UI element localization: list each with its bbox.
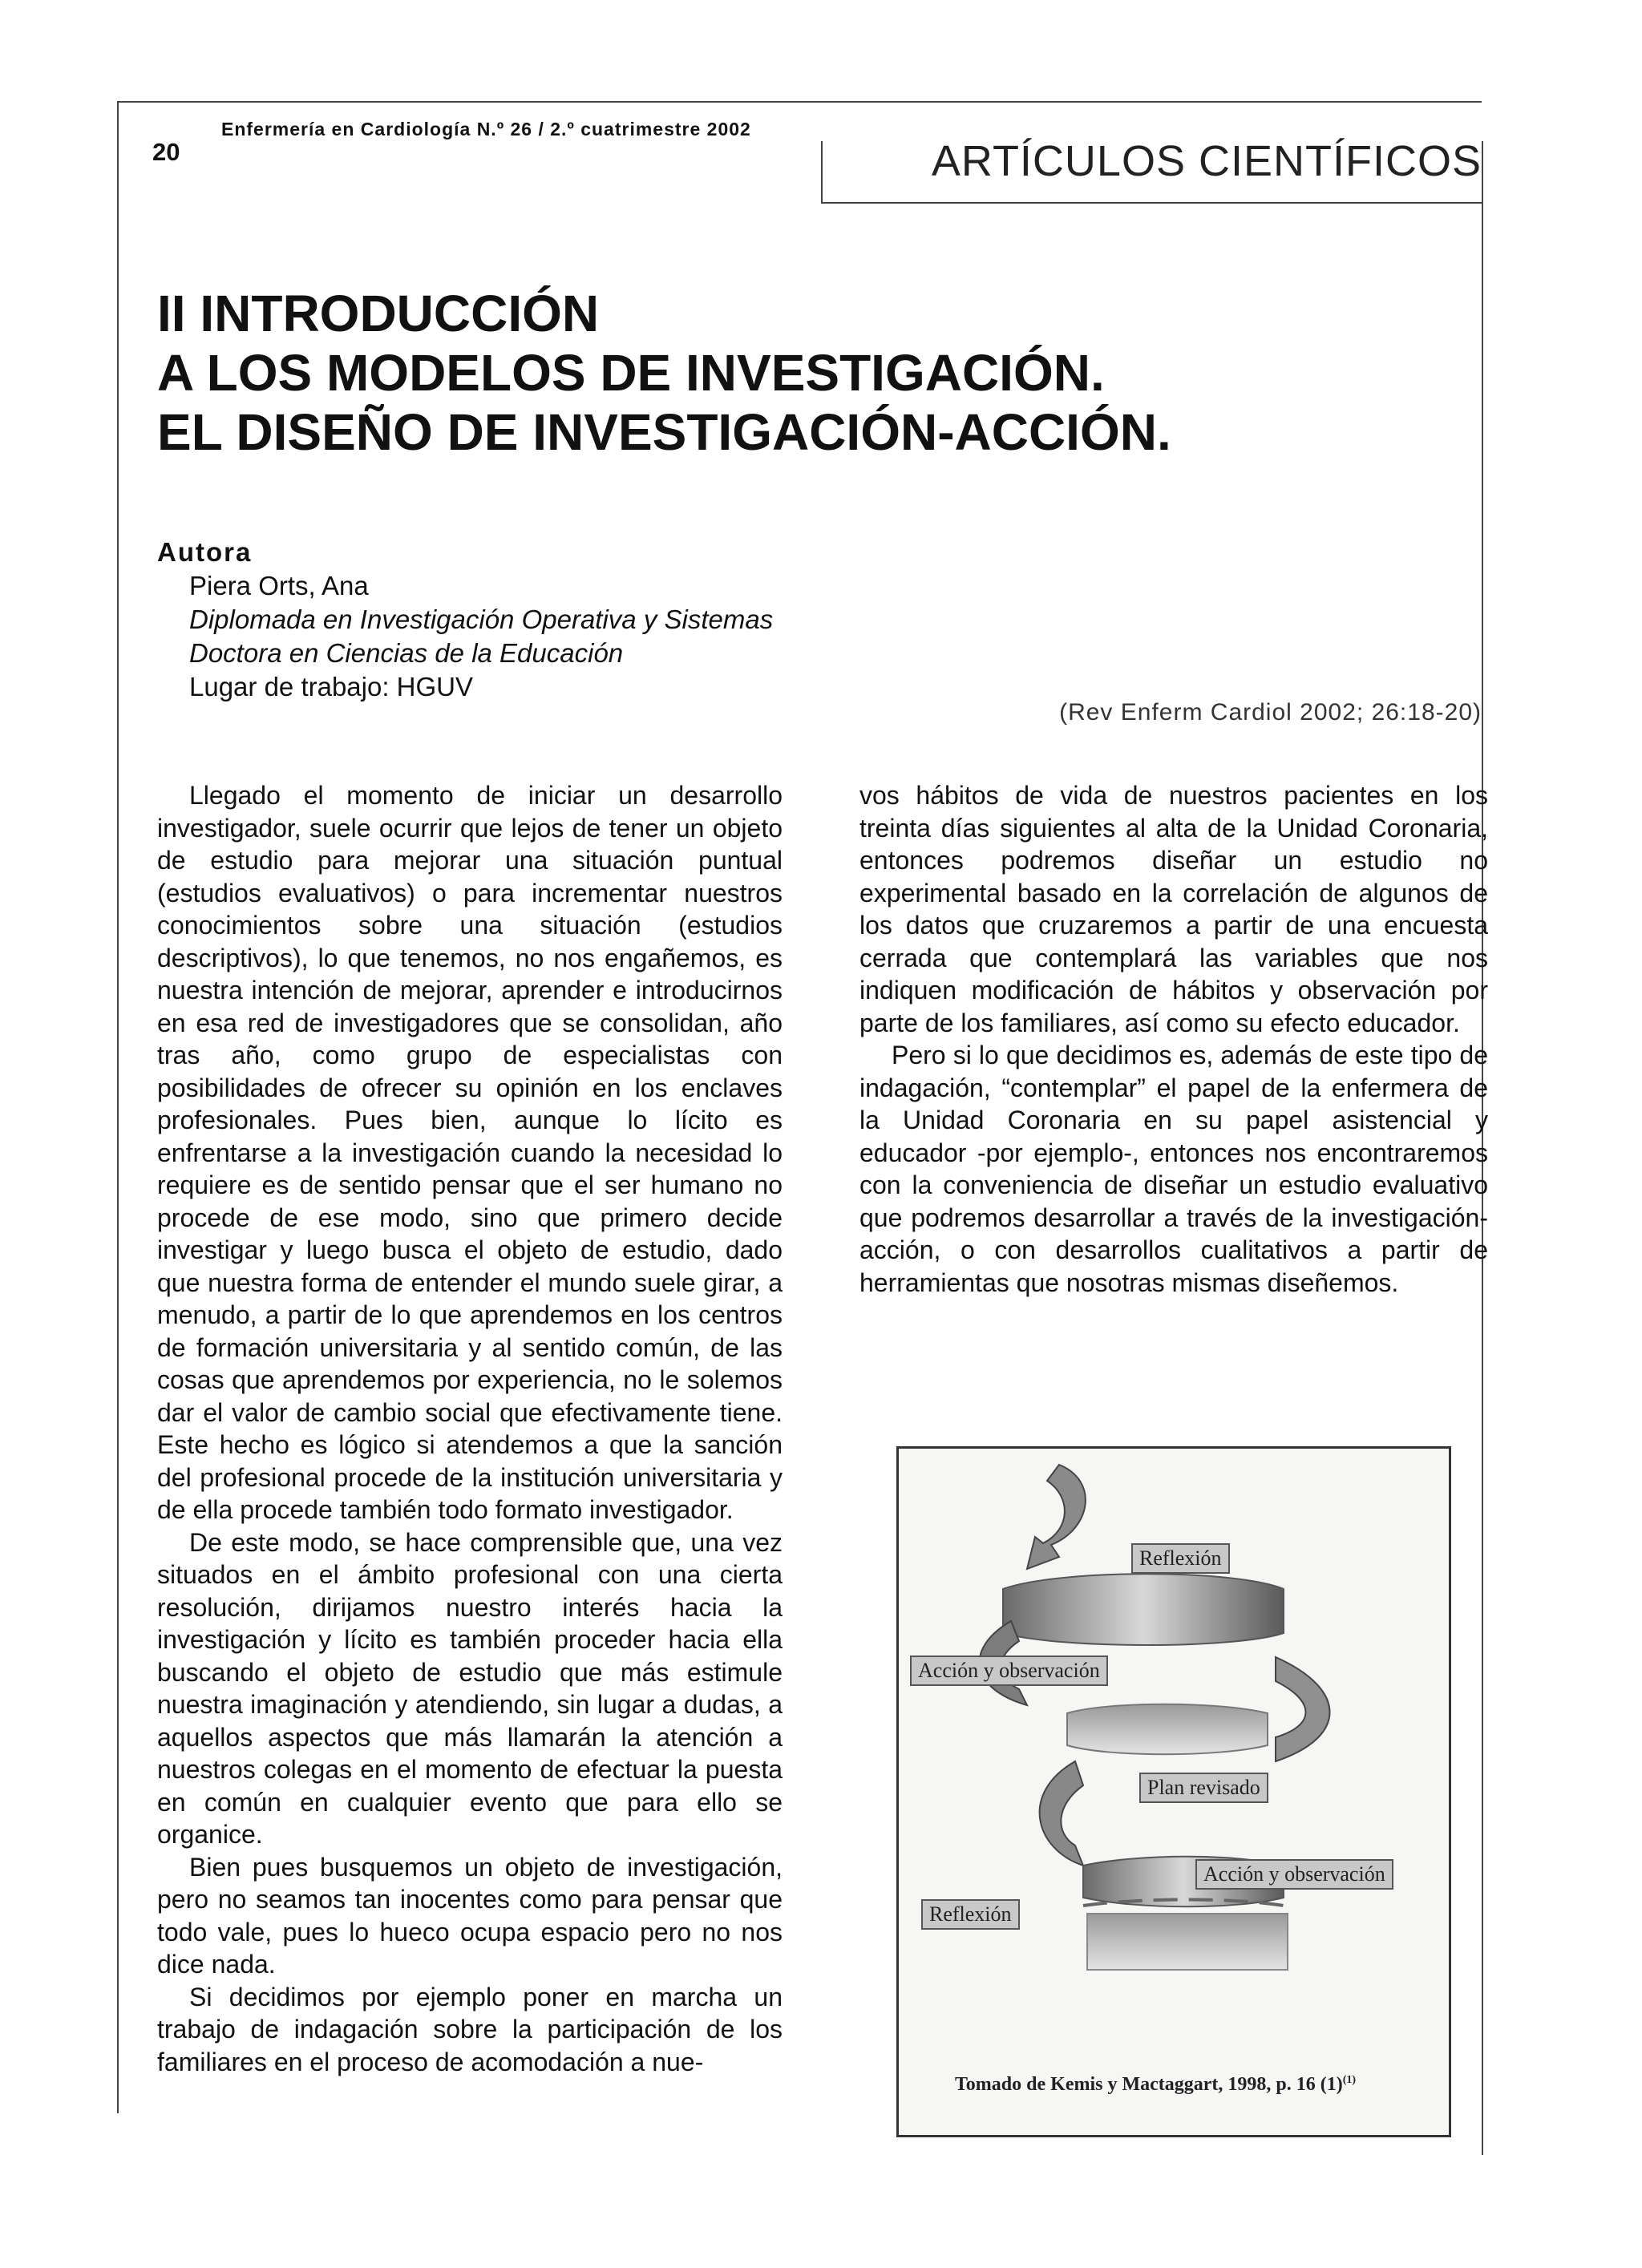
action-research-spiral-figure (896, 1446, 1451, 2137)
author-label: Autora (157, 537, 253, 567)
figure-caption-ref: (1) (1342, 2074, 1357, 2086)
label-reflexion-top: Reflexión (1131, 1543, 1230, 1574)
figure-caption (955, 2074, 1356, 2096)
author-workplace: Lugar de trabajo: HGUV (189, 672, 474, 701)
spiral-curl-right-1 (1276, 1657, 1330, 1761)
spiral-curl-left-2 (1040, 1761, 1083, 1866)
author-degree-1: Diplomada en Investigación Operativa y Sistemas (189, 604, 774, 634)
citation: (Rev Enferm Cardiol 2002; 26:18-20) (1059, 699, 1482, 726)
spiral-band-1 (1003, 1574, 1284, 1645)
label-accion-observacion-left: Acción y observación (910, 1656, 1108, 1686)
article-title (157, 284, 1171, 462)
spiral-arrow-top (1027, 1465, 1086, 1569)
author-name: Piera Orts, Ana (189, 571, 369, 600)
body-column-left (157, 779, 783, 2078)
paragraph: Bien pues busquemos un objeto de investigación, pero no seamos tan inocentes como para pensar que todo vale, pues lo hueco ocupa espacio pero no nos dice nada. (157, 1852, 783, 1979)
body-column-right (859, 779, 1488, 1299)
author-degree-2: Doctora en Ciencias de la Educación (189, 638, 624, 668)
paragraph: Si decidimos por ejemplo poner en marcha un trabajo de indagación sobre la participación de los familiares en el proceso de acomodación a nue- (157, 1982, 783, 2076)
author-block (157, 536, 773, 704)
label-accion-observacion-right: Acción y observación (1195, 1859, 1393, 1890)
figure-caption-text: Tomado de Kemis y Mactaggart, 1998, p. 16 (1) (955, 2074, 1343, 2095)
left-margin-rule (117, 101, 119, 2113)
spiral-band-5 (1087, 1914, 1288, 1970)
label-reflexion-bottom: Reflexión (921, 1899, 1020, 1930)
spiral-band-2 (1067, 1704, 1268, 1755)
title-line-3: EL DISEÑO DE INVESTIGACIÓN-ACCIÓN. (157, 403, 1171, 461)
paragraph: Pero si lo que decidimos es, además de este tipo de indagación, “contemplar” el papel de la enfermera de la Unidad Coronaria en su papel asistencial y educador -por ejemplo-, entonces nos encontraremos con la conveniencia de diseñar un estudio evaluativo que podremos desarrollar a través de la investigación-acción, o con desarrollos cualitativos a partir de herramientas que nosotras mismas diseñemos. (859, 1041, 1488, 1297)
page-number: 20 (152, 138, 180, 166)
header-rule (117, 101, 1482, 103)
paragraph: De este modo, se hace comprensible que, una vez situados en el ámbito profesional con una cierta resolución, dirijamos nuestro interés hacia la investigación y lícito es también proceder hacia ella buscando el objeto de estudio que más estimule nuestra imaginación y atendiendo, sin lugar a dudas, a aquellos aspectos que más llamarán la atención a nuestros colegas en el momento de efectuar la puesta en común en cualquier evento que para ello se organice. (157, 1527, 783, 1849)
title-line-2: A LOS MODELOS DE INVESTIGACIÓN. (157, 344, 1105, 402)
journal-header: Enfermería en Cardiología N.º 26 / 2.º cuatrimestre 2002 (221, 119, 751, 139)
paragraph: Llegado el momento de iniciar un desarrollo investigador, suele ocurrir que lejos de tener un objeto de estudio para mejorar una situación puntual (estudios evaluativos) o para incrementar nuestros conocimientos sobre una situación (estudios descriptivos), lo que tenemos, no nos engañemos, es nuestra intención de mejorar, aprender e introducirnos en esa red de investigadores que se consolidan, año tras año, como grupo de especialistas con posibilidades de ofrecer su opinión en los enclaves profesionales. Pues bien, aunque lo lícito es enfrentarse a la investigación cuando la necesidad lo requiere es de sentido pensar que el ser humano no procede de ese modo, sino que primero decide investigar y luego busca el objeto de estudio, dado que nuestra forma de entender el mundo suele girar, a menudo, a partir de lo que aprendemos en los centros de formación universitaria y al sentido común, de las cosas que aprendemos por experiencia, no le solemos dar el valor de cambio social que efectivamente tiene. Este hecho es lógico si atendemos a que la sanción del profesional procede de la institución universitaria y de ella procede también todo formato investigador. (157, 781, 783, 1524)
section-title: ARTÍCULOS CIENTÍFICOS (931, 137, 1482, 185)
title-line-1: II INTRODUCCIÓN (157, 285, 600, 342)
label-plan-revisado: Plan revisado (1139, 1773, 1268, 1803)
paragraph: vos hábitos de vida de nuestros pacientes en los treinta días siguientes al alta de la Unidad Coronaria, entonces podremos diseñar un estudio no experimental basado en la correlación de algunos de los datos que cruzaremos a partir de una encuesta cerrada que contemplará las variables que nos indiquen modificación de hábitos y observación por parte de los familiares, así como su efecto educador. (859, 781, 1488, 1037)
